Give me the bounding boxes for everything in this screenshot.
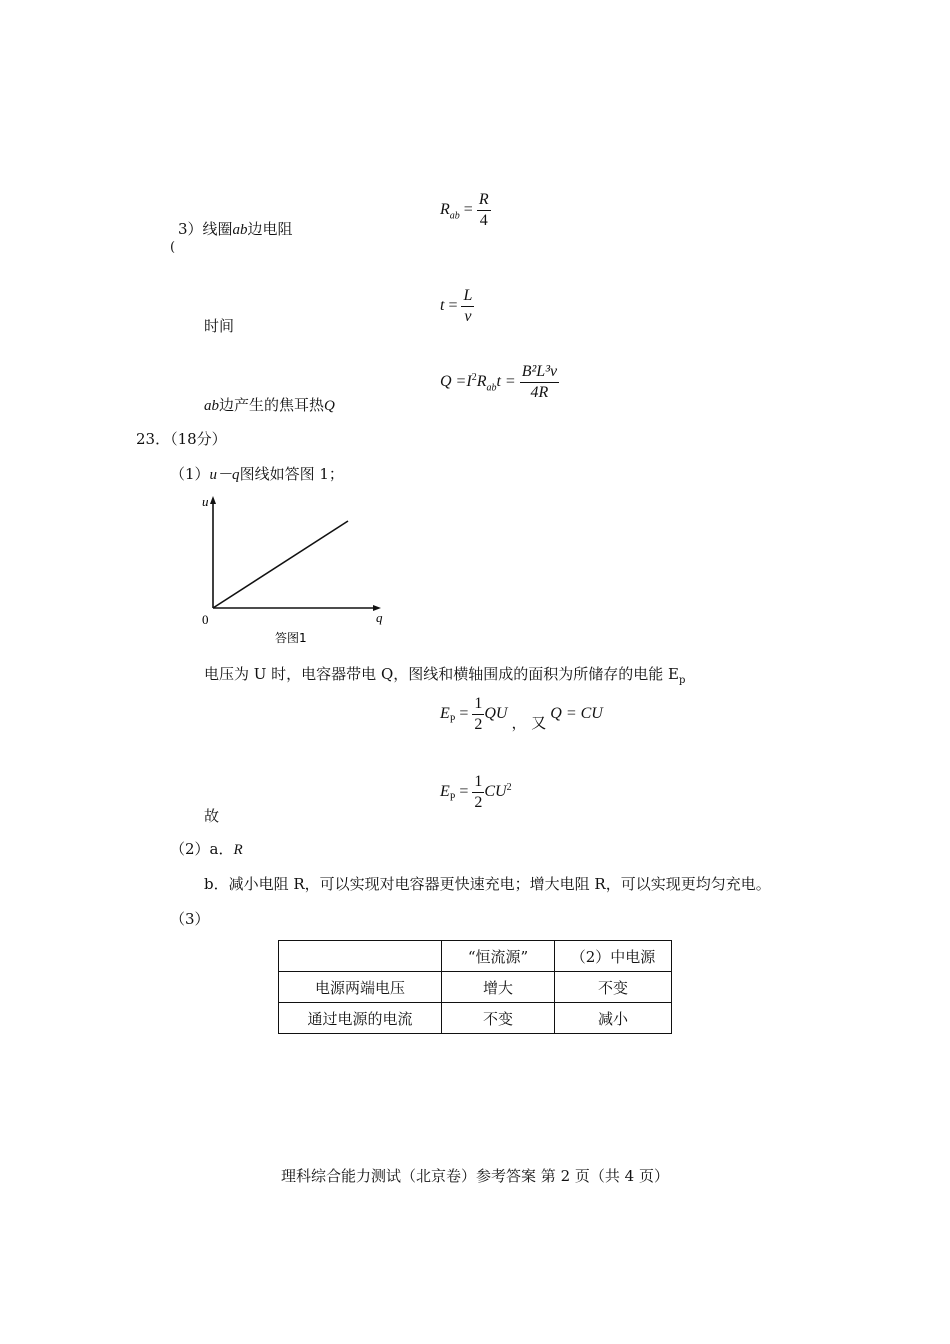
formula-t [440,286,474,327]
formula-rab-num: R [477,190,491,211]
table-cell: 不变 [555,972,672,1003]
x-axis-label: q [376,610,383,625]
formula-q-fraction [520,362,559,403]
table-cell [279,941,442,972]
formula-q [440,362,559,403]
formula-ep1-q: Q = CU [550,705,603,723]
part3-line1-var: ab [232,222,248,238]
table-cell: “恒流源” [442,941,555,972]
formula-ep2-fraction [472,772,484,813]
formula-q-r: R [476,373,487,391]
formula-q-den: 4R [530,384,549,401]
formula-ep2-num: 1 [472,772,484,793]
formula-rab-sub: ab [449,210,460,222]
formula-ep2-rest: CU [484,783,507,801]
table-cell: 减小 [555,1003,672,1034]
formula-rab-eq: = [463,201,473,219]
part3-line1-suffix: 边电阻 [247,220,293,238]
q23-sub1-text: 图线如答图 1； [239,465,344,483]
table-row [279,972,672,1003]
part3-line3-text: 边产生的焦耳热 [219,396,325,414]
formula-q-rsub: ab [486,382,497,394]
part3-line2: 时间 [204,317,235,335]
formula-ep2-sub: P [449,792,456,804]
formula-t-den: v [464,308,472,325]
graph-caption: 答图1 [275,631,307,645]
q23-sub1 [170,463,344,484]
formula-ep1-rest: QU [484,705,508,723]
table-cell: 不变 [442,1003,555,1034]
formula-t-eq: = [448,297,458,315]
table-cell: 电源两端电压 [279,972,442,1003]
y-axis-label: u [202,494,209,509]
part3-line3-q: Q [324,398,335,414]
formula-ep1-eq: = [459,705,469,723]
energy-text-body: 电压为 U 时，电容器带电 Q，图线和横轴围成的面积为所储存的电能 E [204,665,679,683]
formula-ep1 [440,694,603,735]
formula-rab-den: 4 [479,212,488,229]
q23-heading: 23．（18分） [136,430,227,448]
y-axis-arrow [210,496,216,504]
formula-q-t: t = [496,373,516,391]
q23-sub3: （3） [170,910,210,928]
table-cell: （2）中电源 [555,941,672,972]
q23-sub2-a [170,838,243,859]
formula-q-lhs: Q =I [440,373,472,391]
formula-t-num: L [461,286,474,307]
energy-text-sub: p [678,675,686,686]
paren-mark: ( [170,240,176,255]
table-header-row [279,941,672,972]
formula-ep1-sep: ， 又 [511,714,547,733]
formula-ep1-den: 2 [474,716,483,733]
q23-sub1-prefix: （1） [170,465,210,483]
q23-sub2-b: b．减小电阻 R，可以实现对电容器更快速充电；增大电阻 R，可以实现更均匀充电。 [204,875,771,893]
formula-ep1-sub: P [449,714,456,726]
formula-ep2-eq: = [459,783,469,801]
formula-q-num: B²L³v [520,362,559,383]
formula-ep1-lhs: E [440,705,450,723]
formula-ep2 [440,772,512,813]
formula-ep2-lhs: E [440,783,450,801]
part3-line1 [178,218,293,239]
uq-line [213,521,348,608]
origin-label: 0 [202,612,209,627]
comparison-table [278,940,672,1034]
part3-line3 [204,394,335,415]
uq-graph [195,492,395,652]
formula-ep1-fraction [472,694,484,735]
formula-q-sup: 2 [471,371,477,383]
formula-ep1-num: 1 [472,694,484,715]
formula-t-fraction [461,286,474,327]
table-cell: 通过电源的电流 [279,1003,442,1034]
q23-sub2-a-label: （2）a． [170,840,234,858]
part3-line3-var: ab [204,398,219,414]
q23-sub1-var: u－q [209,467,240,483]
formula-ep2-den: 2 [474,794,483,811]
formula-ep2-sup: 2 [506,781,512,793]
formula-rab-lhs: R [440,201,450,219]
formula-rab [440,190,491,231]
part3-line1-prefix: 3）线圈 [178,220,233,238]
formula-t-lhs: t [440,297,445,315]
energy-text [204,663,685,686]
formula-rab-fraction [477,190,491,231]
q23-sub2-a-var: R [233,842,243,858]
table-row [279,1003,672,1034]
table-cell: 增大 [442,972,555,1003]
gu-label: 故 [204,807,220,825]
page-footer: 理科综合能力测试（北京卷）参考答案 第 2 页（共 4 页） [281,1167,669,1185]
